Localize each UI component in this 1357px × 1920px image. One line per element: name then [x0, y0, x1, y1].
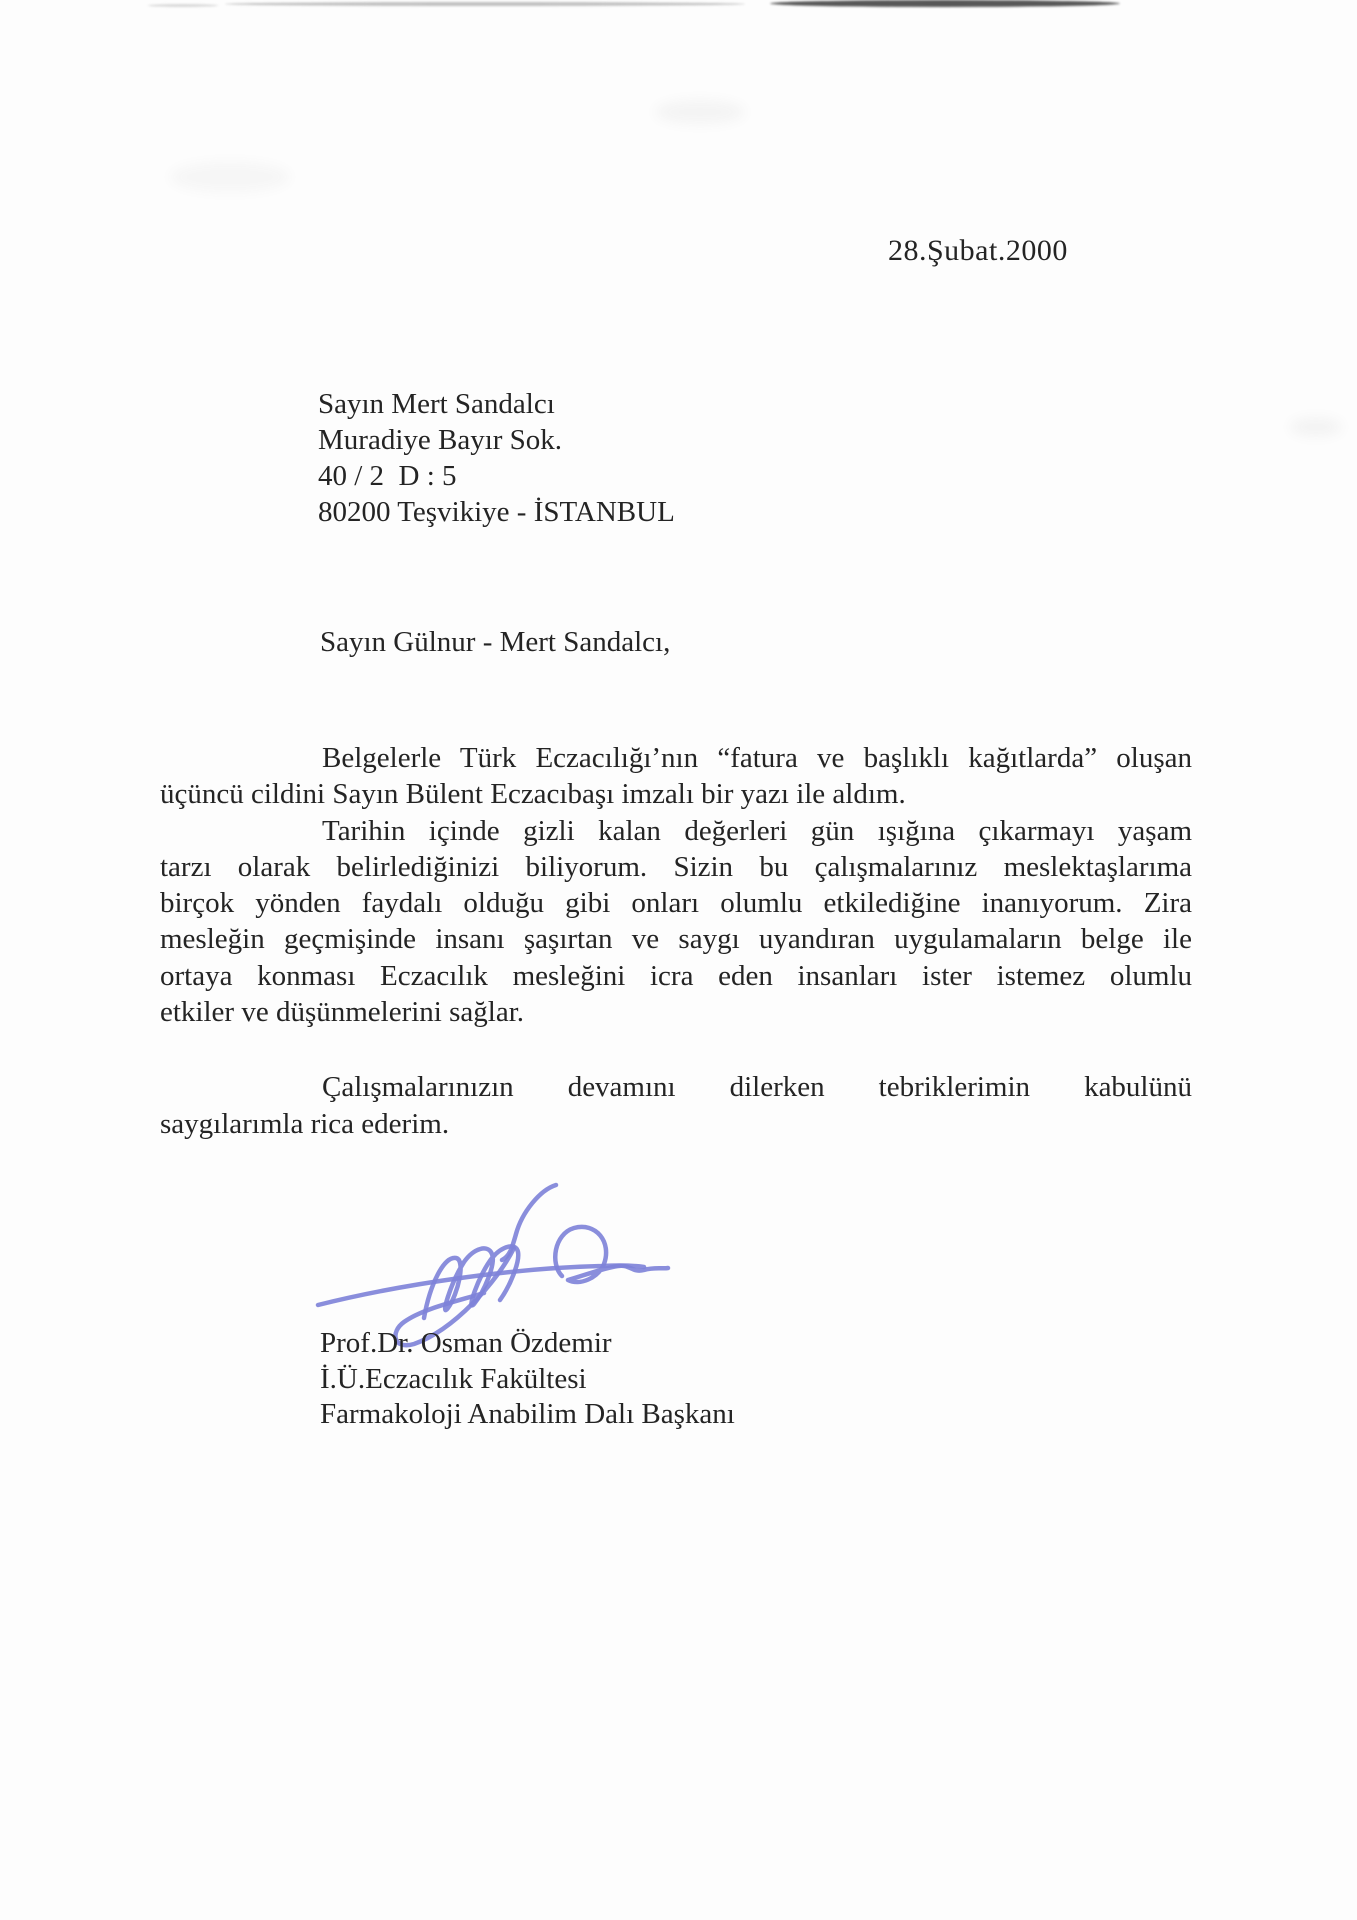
scan-artifact-streak — [225, 2, 745, 6]
text-line: mesleğin geçmişinde insanı şaşırtan ve saygı uyandıran uygulamaların belge ile — [160, 923, 1192, 956]
text-line: ortaya konması Eczacılık mesleğini icra eden insanları ister istemez olumlu — [160, 959, 1192, 992]
address-line: Muradiye Bayır Sok. — [318, 424, 563, 456]
salutation: Sayın Gülnur - Mert Sandalcı, — [320, 626, 671, 658]
letter-date: 28.Şubat.2000 — [888, 234, 1068, 267]
scan-smudge — [655, 100, 745, 124]
signatory-name: Prof.Dr. Osman Özdemir — [320, 1327, 612, 1359]
text-line: Belgelerle Türk Eczacılığı’nın “fatura ve başlıklı kağıtlarda” oluşan — [322, 742, 1192, 774]
text-line: Çalışmalarınızın devamını dilerken tebriklerimin kabulünü — [322, 1071, 1192, 1104]
text-line: üçüncü cildini Sayın Bülent Eczacıbaşı imzalı bir yazı ile aldım. — [160, 778, 906, 811]
address-line: 40 / 2 D : 5 — [318, 460, 457, 492]
paragraph — [160, 813, 1192, 1031]
paragraph — [160, 740, 1192, 813]
recipient-address — [318, 386, 675, 530]
text-line: tarzı olarak belirlediğinizi biliyorum. Sizin bu çalışmalarınız meslektaşlarıma — [160, 850, 1192, 883]
text-line: Tarihin içinde gizli kalan değerleri gün ışığına çıkarmayı yaşam — [322, 814, 1192, 847]
signature-block — [320, 1326, 735, 1433]
text-line: etkiler ve düşünmelerini sağlar. — [160, 996, 525, 1029]
text-line: birçok yönden faydalı olduğu gibi onları olumlu etkilediğine inanıyorum. Zira — [160, 887, 1192, 920]
scan-smudge — [1290, 418, 1342, 436]
scan-artifact-streak — [770, 0, 1120, 7]
scan-artifact-streak — [148, 4, 218, 7]
address-line: 80200 Teşvikiye - İSTANBUL — [318, 496, 675, 528]
address-line: Sayın Mert Sandalcı — [318, 388, 555, 420]
paragraph — [160, 1069, 1192, 1142]
scan-smudge — [170, 162, 290, 192]
signatory-title: Farmakoloji Anabilim Dalı Başkanı — [320, 1398, 735, 1430]
letter-body — [160, 740, 1192, 1142]
text-line: saygılarımla rica ederim. — [160, 1107, 450, 1140]
signatory-institution: İ.Ü.Eczacılık Fakültesi — [320, 1362, 587, 1395]
